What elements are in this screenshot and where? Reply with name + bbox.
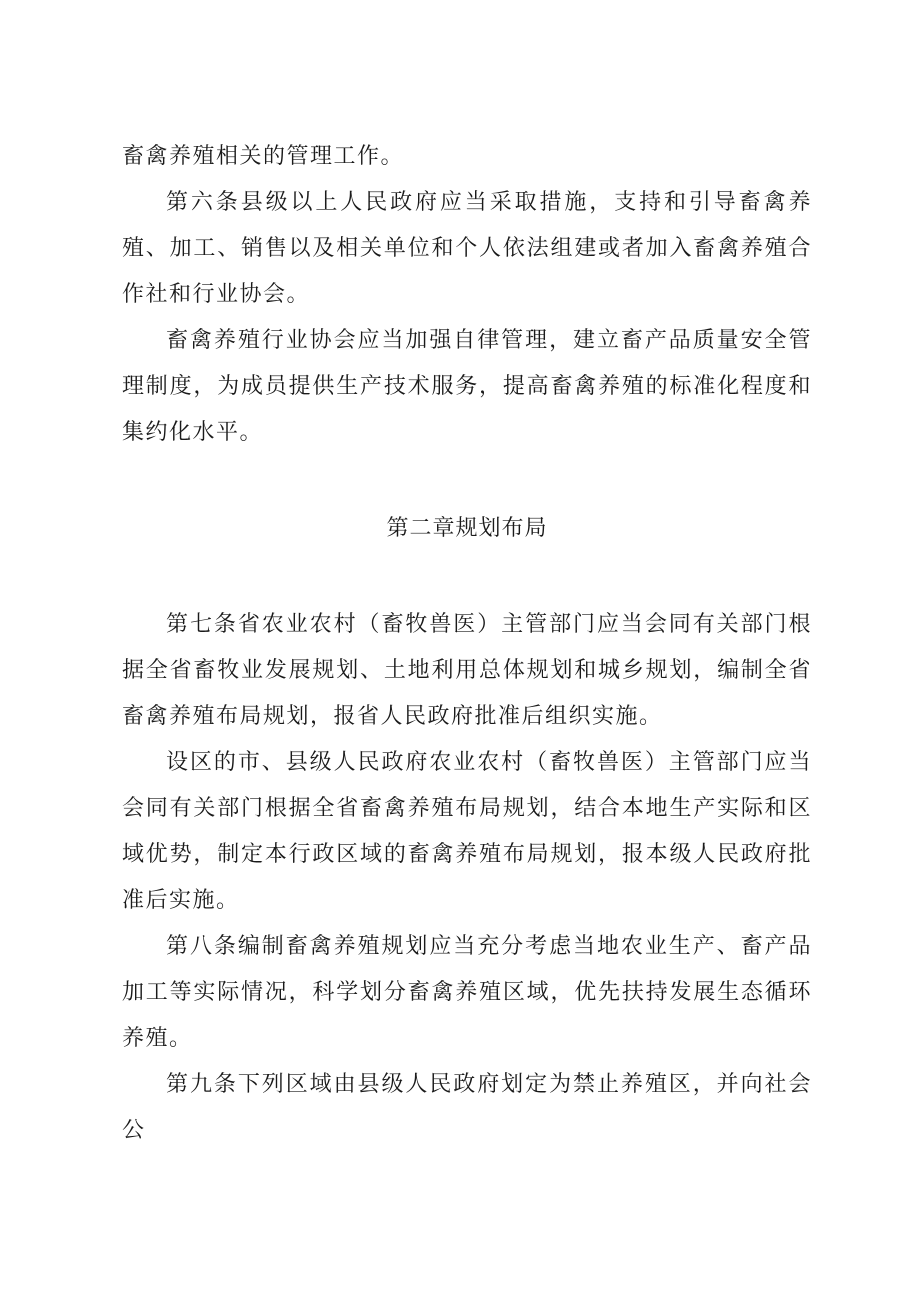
paragraph-article-8: 第八条编制畜禽养殖规划应当充分考虑当地农业生产、畜产品加工等实际情况，科学划分畜禽养殖区域，优先扶持发展生态循环养殖。 <box>122 934 812 1051</box>
paragraph-article-6: 第六条县级以上人民政府应当采取措施，支持和引导畜禽养殖、加工、销售以及相关单位和个人依法组建或者加入畜禽养殖合作社和行业协会。 <box>122 190 812 307</box>
paragraph-article-9: 第九条下列区域由县级人民政府划定为禁止养殖区，并向社会公 <box>122 1072 812 1143</box>
paragraph-article-7: 第七条省农业农村（畜牧兽医）主管部门应当会同有关部门根据全省畜牧业发展规划、土地利用总体规划和城乡规划，编制全省畜禽养殖布局规划，报省人民政府批准后组织实施。 <box>122 612 812 729</box>
paragraph-continuation: 畜禽养殖相关的管理工作。 <box>122 144 405 169</box>
chapter-heading: 第二章规划布局 <box>386 516 548 541</box>
document-body <box>122 134 812 1154</box>
paragraph-association-management: 畜禽养殖行业协会应当加强自律管理，建立畜产品质量安全管理制度，为成员提供生产技术服务，提高畜禽养殖的标准化程度和集约化水平。 <box>122 328 812 445</box>
paragraph-city-county-planning: 设区的市、县级人民政府农业农村（畜牧兽医）主管部门应当会同有关部门根据全省畜禽养殖布局规划，结合本地生产实际和区域优势，制定本行政区域的畜禽养殖布局规划，报本级人民政府批准后实施。 <box>122 750 812 913</box>
